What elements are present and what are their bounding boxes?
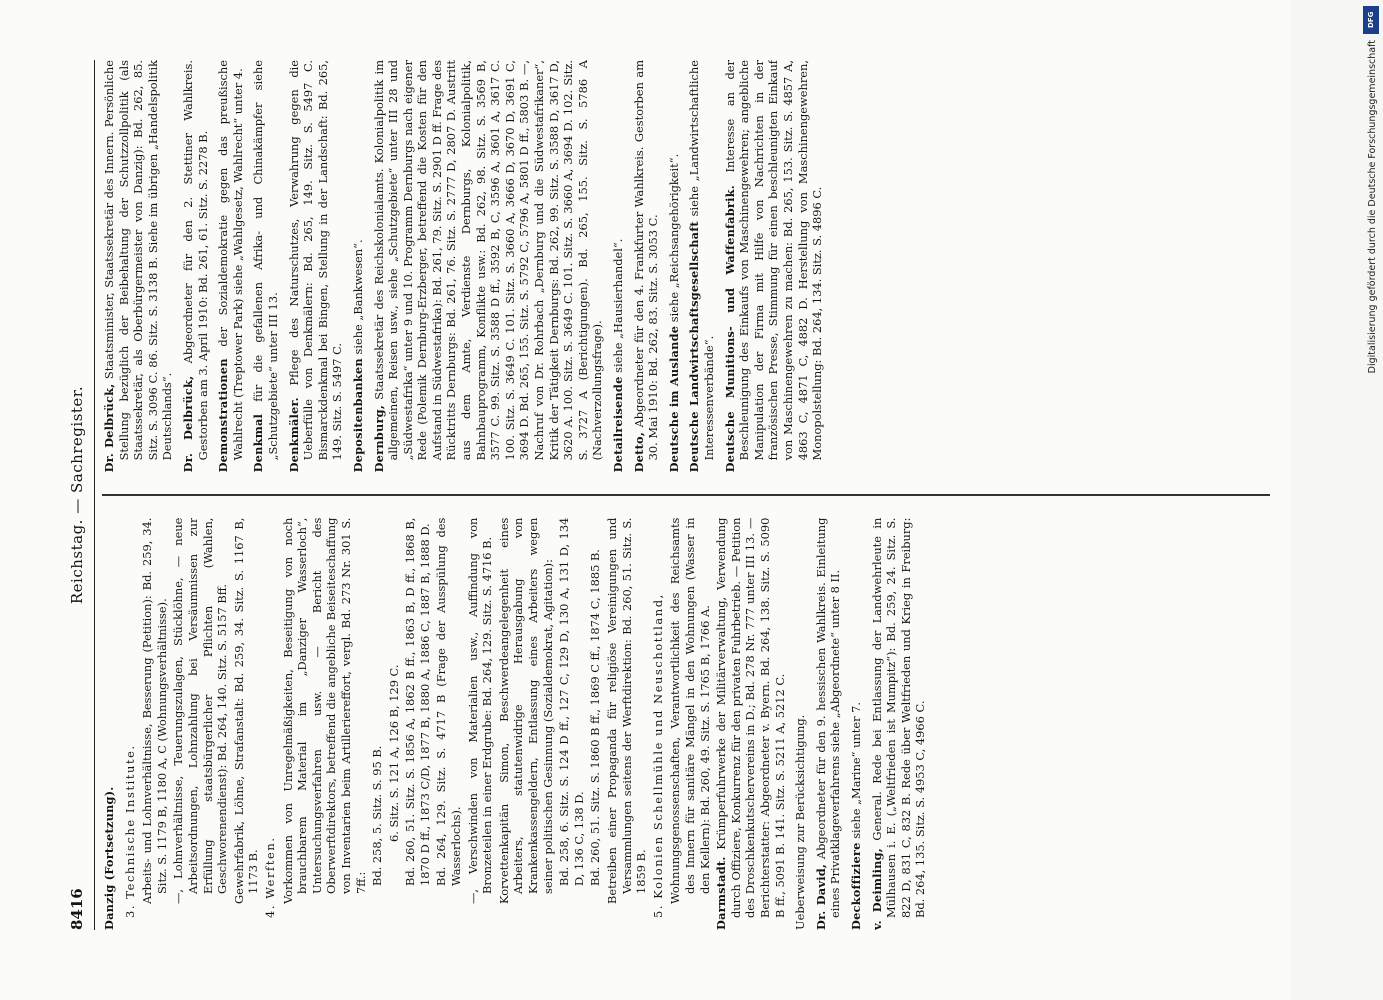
column-divider: [102, 494, 1270, 495]
index-line: Arbeits- und Lohnverhältnisse, Besserung (Petition): Bd. 259, 34. Sitz. S. 1179 B, 1180 A, C (Wohnungsverhältnisse).: [140, 517, 169, 904]
index-entry: Ueberweisung zur Berücksichtigung.: [793, 714, 808, 930]
index-line: —, Lohnverhältnisse, Teuerungszulagen, Stücklöhne, — neue Arbeitsordnungen, Lohnzahlung bei Versäumnissen zur Erfüllung staatsbürgerlicher Pflichten (Wahlen, Geschworenendienst): Bd. 264, 140. Sitz. S. 5157 Bff.: [171, 517, 230, 904]
index-entry: Deutsche Landwirtschaftsgesellschaft siehe „Landwirtschaftliche Interessenverbände“.: [687, 60, 716, 473]
reference-line: Bd. 258, 6. Sitz. S. 124 D ff., 127 C, 129 D, 130 A, 131 D, 134 D, 136 C, 138 D.: [557, 517, 586, 886]
index-entry: Deckoffiziere siehe „Marine“ unter 7.: [848, 701, 863, 930]
page-header-title: Reichstag. — Sachregister.: [68, 385, 86, 605]
index-line: Betreiben einer Propaganda für religiöse Vereinigungen und Versammlungen seitens der Werftdirektion: Bd. 260, 51. Sitz. S. 1859 B.: [605, 517, 649, 904]
continued-heading: Danzig (Fortsetzung).: [102, 786, 116, 930]
index-entry: Denkmal für die gefallenen Afrika- und Chinakämpfer siehe „Schutzgebiete“ unter III 13.: [251, 60, 280, 473]
reference-line: Bd. 258, 5. Sitz. S. 95 B.: [370, 745, 385, 886]
index-entry: Demonstrationen der Sozialdemokratie gegen das preußische Wahlrecht (Treptower Park) siehe „Wahlgesetz, Wahlrecht“ unter 4.: [216, 60, 245, 473]
index-entry: Dr. David, Abgeordneter für den 9. hessischen Wahlkreis. Einleitung eines Privatklageverfahrens siehe „Abgeordnete“ unter 8 II.: [813, 517, 843, 930]
index-entry: Deutsche Munitions- und Waffenfabrik. Interesse an der Beschleunigung des Einkaufs von Maschinengewehren; angebliche Manipulation der Firma mit Hilfe von Nachrichten in der französischen Presse, Stimmung für einen beschleunigten Einkauf von Maschinengewehren zu machen: Bd. 265, 153. Sitz. S. 4857 A, 4863 C, 4871 C, 4882 D. Herstellung von Maschinengewehren, Monopolstellung: Bd. 264, 134. Sitz. S. 4896 C.: [722, 60, 825, 473]
left-column: [102, 518, 1270, 930]
index-line: —, Verschwinden von Materialien usw., Auffindung von Bronzeteilen in einer Erdgrube: Bd. 264, 129. Sitz. S. 4716 B.: [465, 517, 495, 904]
index-entry: Detailreisende siehe „Hausierhandel“.: [611, 238, 625, 473]
index-line: Vorkommen von Unregelmäßigkeiten, Beseitigung von noch brauchbarem Material im „Danziger Wasserloch“, Untersuchungsverfahren usw. — Bericht des Oberwerftdirektors, betreffend die angebliche Beiseiteschaffung von Inventarien beim Artilleriereffort, vergl. Bd. 273 Nr. 301 S. 7ff.:: [280, 517, 368, 904]
reference-line: 6. Sitz. S. 121 A, 126 B, 129 C.: [386, 664, 401, 842]
page-number: 8416: [68, 888, 86, 930]
index-entry: Deutsche im Auslande siehe „Reichsangehörigkeit“.: [666, 153, 681, 473]
index-entry: Dr. Delbrück, Abgeordneter für den 2. Stettiner Wahlkreis. Gestorben am 3. April 1910: Bd. 261, 61. Sitz. S. 2278 B.: [180, 60, 210, 473]
digitization-watermark: [1359, 0, 1383, 1000]
text-columns: [102, 60, 1270, 930]
running-head: [64, 60, 95, 930]
section-heading: 4. Werften.: [262, 836, 277, 918]
index-entry: Denkmäler. Pflege des Naturschutzes, Verwahrung gegen die Ueberfülle von Denkmälern: Bd. 265, 149. Sitz. S. 5497 C. Bismarckdenkmal bei Bingen, Stellung in der Landschaft: Bd. 265, 149. Sitz. S. 5497 C.: [286, 60, 345, 473]
watermark-text: Digitalisierung gefördert durch die Deutsche Forschungsgemeinschaft: [1367, 40, 1378, 374]
index-entry: Dernburg, Staatssekretär des Reichskolonialamts. Kolonialpolitik im allgemeinen, Reisen usw., siehe „Schutzgebiete“ unter III 28 und „Südwestafrika“ unter 9 und 10. Programm Dernburgs nach eigener Rede (Polemik Dernburg-Erzberger, betreffend die Kosten für den Aufstand in Südwestafrika): Bd. 261, 79. Sitz. S. 2901 D ff. Frage des Rücktritts Dernburgs: Bd. 261, 76. Sitz. S. 2777 D, 2807 D. Austritt aus dem Amte, Verdienste Dernburgs, Kolonialpolitik, Bahnbauprogramm, Konflikte usw.: Bd. 262, 98. Sitz. S. 3569 B, 3577 C. 99. Sitz. S. 3588 D ff., 3592 B, C, 3596 A, 3601 A, 3617 C. 100. Sitz. S. 3649 C. 101. Sitz. S. 3660 A, 3666 D, 3670 D, 3691 C, 3694 D. Bd. 265, 155. Sitz. S. 5792 C, 5796 A, 5801 D ff., 5803 B. —, Nachruf von Dr. Rohrbach „Dernburg und die Südwestafrikaner“, Kritik der Tätigkeit Dernburgs: Bd. 262, 99. Sitz. S. 3588 D, 3617 D, 3620 A. 100. Sitz. S. 3649 C. 101. Sitz. S. 3660 A, 3694 D. 102. Sitz. S. 3727 A (Berichtigungen). Bd. 265, 155. Sitz. S. 5786 A (Nachverzollungsfrage).: [371, 60, 605, 473]
index-entry: Darmstadt. Krümperfuhrwerke der Militärverwaltung, Verwendung durch Offiziere, Konkurrenz für den privaten Fuhrbetrieb. — Petition des Droschkenkutschervereins in D.; Bd. 278 Nr. 777 unter III 13. — Berichterstatter: Abgeordneter v. Byern. Bd. 264, 138. Sitz. S. 5090 B ff., 5091 B. 141. Sitz. S. 5211 A, 5212 C.: [714, 517, 787, 930]
index-entry: Depositenbanken siehe „Bankwesen“.: [350, 239, 365, 473]
reference-line: Bd. 260, 51. Sitz. S. 1860 B ff., 1869 C ff., 1874 C, 1885 B.: [588, 549, 603, 886]
reference-line: Bd. 260, 51. Sitz. S. 1856 A, 1862 B ff., 1863 B, D ff., 1868 B, 1870 D ff., 1873 C/D, 1877 B, 1880 A, 1886 C, 1887 B, 1888 D.: [403, 517, 432, 886]
index-line: Wohnungsgenossenschaften, Verantwortlichkeit des Reichsamts des Innern für sanitäre Mängel in den Wohnungen (Wasser in den Kellern): Bd. 260, 49. Sitz. S. 1765 B, 1766 A.: [668, 517, 712, 904]
index-line: Korvettenkapitän Simon, Beschwerdeangelegenheit eines Arbeiters, statutenwidrige Herausgabung von Krankenkassengeldern, Entlassung eines Arbeiters wegen seiner politischen Gesinnung (Sozialdemokrat, Agitation):: [496, 517, 555, 904]
right-column: [102, 60, 1270, 472]
index-entry: Detto, Abgeordneter für den 4. Frankfurter Wahlkreis. Gestorben am 30. Mai 1910: Bd. 262, 83. Sitz. S. 3053 C.: [631, 60, 661, 473]
reference-line: Bd. 264, 129. Sitz. S. 4717 B (Frage der Ausspülung des Wasserlochs).: [434, 517, 464, 886]
dfg-logo-icon: DFG: [1363, 6, 1379, 34]
section-heading: 5. Kolonien Schellmühle und Neuschottland,: [650, 593, 665, 918]
index-entry: Dr. Delbrück, Staatsminister, Staatssekretär des Innern. Persönliche Stellung bezüglich der Beibehaltung der Schutzzollpolitik (als Staatssekretär, als Oberbürgermeister von Danzig): Bd. 262, 85. Sitz. S. 3096 C. 86. Sitz. S. 3138 B. Siehe im übrigen „Handelspolitik Deutschlands“.: [102, 60, 175, 473]
index-line: Gewehrfabrik, Löhne, Strafanstalt: Bd. 259, 34. Sitz. S. 1167 B, 1173 B.: [231, 517, 261, 904]
section-heading: 3. Technische Institute.: [122, 744, 137, 918]
index-entry: v. Deimling, General. Rede bei Entlassung der Landwehrleute in Mülhausen i. E. („Weltfrieden ist Mumpitz“): Bd. 259, 24. Sitz. S. 822 D, 831 C, 832 B. Rede über Weltfrieden und Krieg in Freiburg: Bd. 264, 135. Sitz. S. 4953 C, 4966 C.: [869, 517, 928, 930]
